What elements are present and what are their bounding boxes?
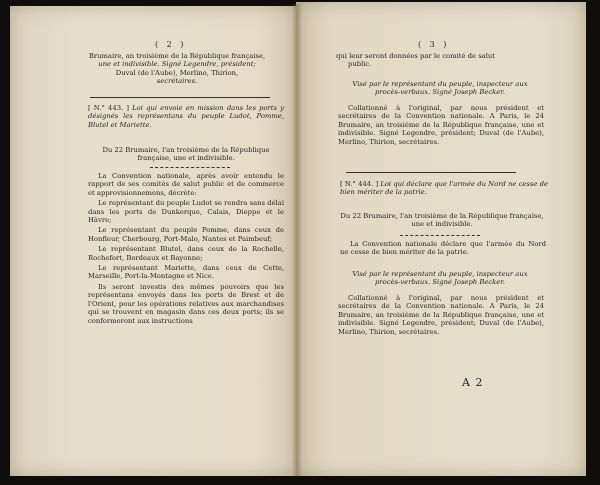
signature-mark: A 2 [462,376,484,389]
left-decree-heading [88,104,284,129]
left-paragraph-3: Le représentant du peuple Pomme, dans ceux de Honfleur, Cherbourg, Port-Malo, Nantes et Paimbeuf; [88,226,284,243]
right-declaration: La Convention nationale déclare que l'armée du Nord ne cesse de bien mériter de la patrie. [340,240,546,257]
right-date-line: Du 22 Brumaire, l'an troisième de la République française, une et indivisible. [340,212,544,229]
right-rule-1 [346,172,516,173]
left-decree-title: Loi qui envoie en mission dans les ports y désignés les représentans du peuple Ludot, Pomme, Blutel et Mariette. [88,104,284,129]
left-body [88,172,284,327]
left-top-line-2: une et indivisible. Signé Legendre, président; [98,60,256,69]
left-paragraph-6: Ils seront investis des mêmes pouvoirs que les représentans envoyés dans les ports de Brest et de l'Orient, pour les opérations relatives aux marchandises qui se trouvent en magasin dans ces deux ports; ils se conformeront aux instructions [88,282,284,325]
right-rule-2 [400,235,480,236]
right-collationne-2: Collationné à l'original, par nous président et secrétaires de la Convention nationale. A Paris, le 24 Brumaire, an troisième de la République française, une et indivisible. Signé Legendre, président; Duval (de l'Aube), Merlino, Thirion, secrétaires. [338,294,544,336]
left-decree-number: [ N.° 443. ] [88,104,129,112]
left-paragraph-5: Le représentant Mariette, dans ceux de Cette, Marseille, Port-la-Montagne et Nice. [88,264,284,281]
left-rule-2 [150,167,230,168]
right-vise-1: Visé par le représentant du peuple, inspecteur aux procès-verbaux. Signé Joseph Becker. [352,80,528,97]
right-page-number: ( 3 ) [418,40,450,49]
right-top-line-2: public. [348,60,372,69]
right-decree-number: [ N.° 444. ] [340,180,379,188]
left-date-line: Du 22 Brumaire, l'an troisième de la République française, une et indivisible. [102,146,270,163]
right-top-text [336,52,554,69]
right-page [296,2,586,476]
right-collationne-1: Collationné à l'original, par nous président et secrétaires de la Convention nationale. A Paris, le 24 Brumaire, an troisième de la République française, une et indivisible. Signé Legendre, président; Duval (de l'Aube), Merlino, Thirion, secrétaires. [338,104,544,146]
left-top-line-4: secrétaires. [156,77,198,86]
right-vise-2: Visé par le représentant du peuple, inspecteur aux procès-verbaux. Signé Joseph Becker. [352,270,528,287]
left-paragraph-1: La Convention nationale, après avoir entendu le rapport de ses comités de salut public et de commerce et approvisionnemens, décrète: [88,172,284,197]
left-paragraph-4: Le représentant Blutel, dans ceux de la Rochelle, Rochefort, Bordeaux et Bayonne; [88,245,284,262]
left-top-text [72,52,282,86]
left-paragraph-2: Le représentant du peuple Ludot se rendra sans délai dans les ports de Dunkerque, Calais, Dieppe et le Hâvre; [88,199,284,225]
left-top-line-3: Duval (de l'Aube), Merlino, Thirion, [115,68,239,77]
right-decree-heading [340,180,548,197]
left-top-line-1: Brumaire, an troisième de la République française, [88,52,266,60]
right-top-line-1: qui leur seront données par le comité de salut [336,52,496,60]
left-rule-1 [90,97,270,98]
right-decree-title: Loi qui déclare que l'armée du Nord ne cesse de bien mériter de la patrie. [340,180,548,197]
left-page-number: ( 2 ) [155,40,187,49]
book-gutter [292,4,302,476]
